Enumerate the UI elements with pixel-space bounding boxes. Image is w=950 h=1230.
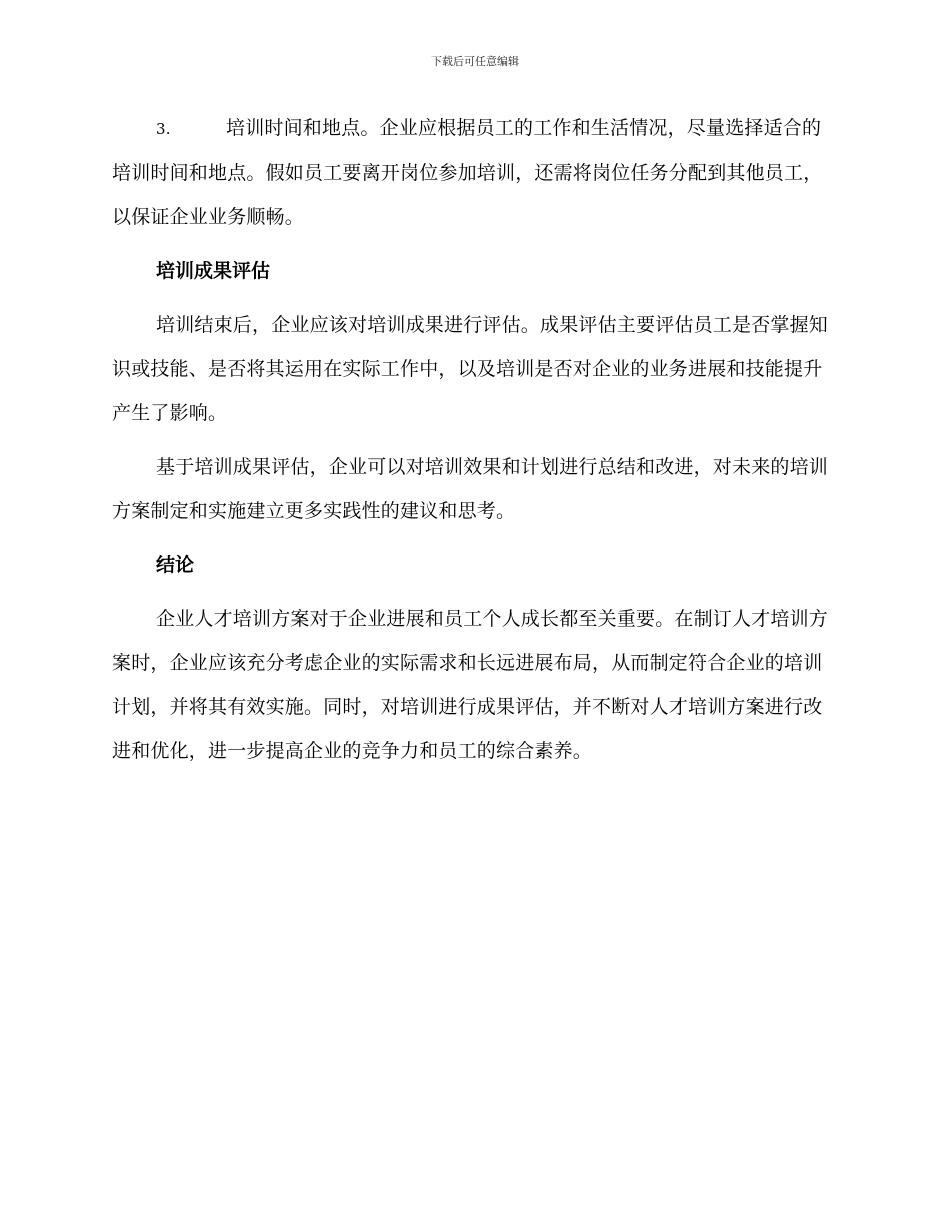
paragraph-evaluation-1: 培训结束后，企业应该对培训成果进行评估。成果评估主要评估员工是否掌握知识或技能、是否将其运用在实际工作中，以及培训是否对企业的业务进展和技能提升产生了影响。 (112, 314, 829, 424)
section-heading-conclusion: 结论 (156, 554, 195, 576)
paragraph-text: 培训时间和地点。企业应根据员工的工作和生活情况，尽量选择适合的培训时间和地点。假如员工要离开岗位参加培训，还需将岗位任务分配到其他员工，以保证企业业务顺畅。 (112, 117, 823, 228)
section-heading-evaluation: 培训成果评估 (156, 260, 271, 282)
spacer (112, 435, 832, 445)
spacer (112, 533, 832, 543)
spacer (112, 587, 832, 597)
page-header: 下载后可任意编辑 (431, 55, 519, 68)
list-number: 3. (156, 120, 171, 138)
spacer (112, 239, 832, 249)
document-body (112, 106, 832, 773)
paragraph-evaluation-2: 基于培训成果评估，企业可以对培训效果和计划进行总结和改进，对未来的培训方案制定和实施建立更多实践性的建议和思考。 (112, 456, 829, 522)
spacer (112, 293, 832, 303)
paragraph-item-3 (112, 106, 832, 239)
paragraph-conclusion-1: 企业人才培训方案对于企业进展和员工个人成长都至关重要。在制订人才培训方案时，企业应该充分考虑企业的实际需求和长远进展布局，从而制定符合企业的培训计划，并将其有效实施。同时，对培训进行成果评估，并不断对人才培训方案进行改进和优化，进一步提高企业的竞争力和员工的综合素养。 (112, 608, 829, 762)
